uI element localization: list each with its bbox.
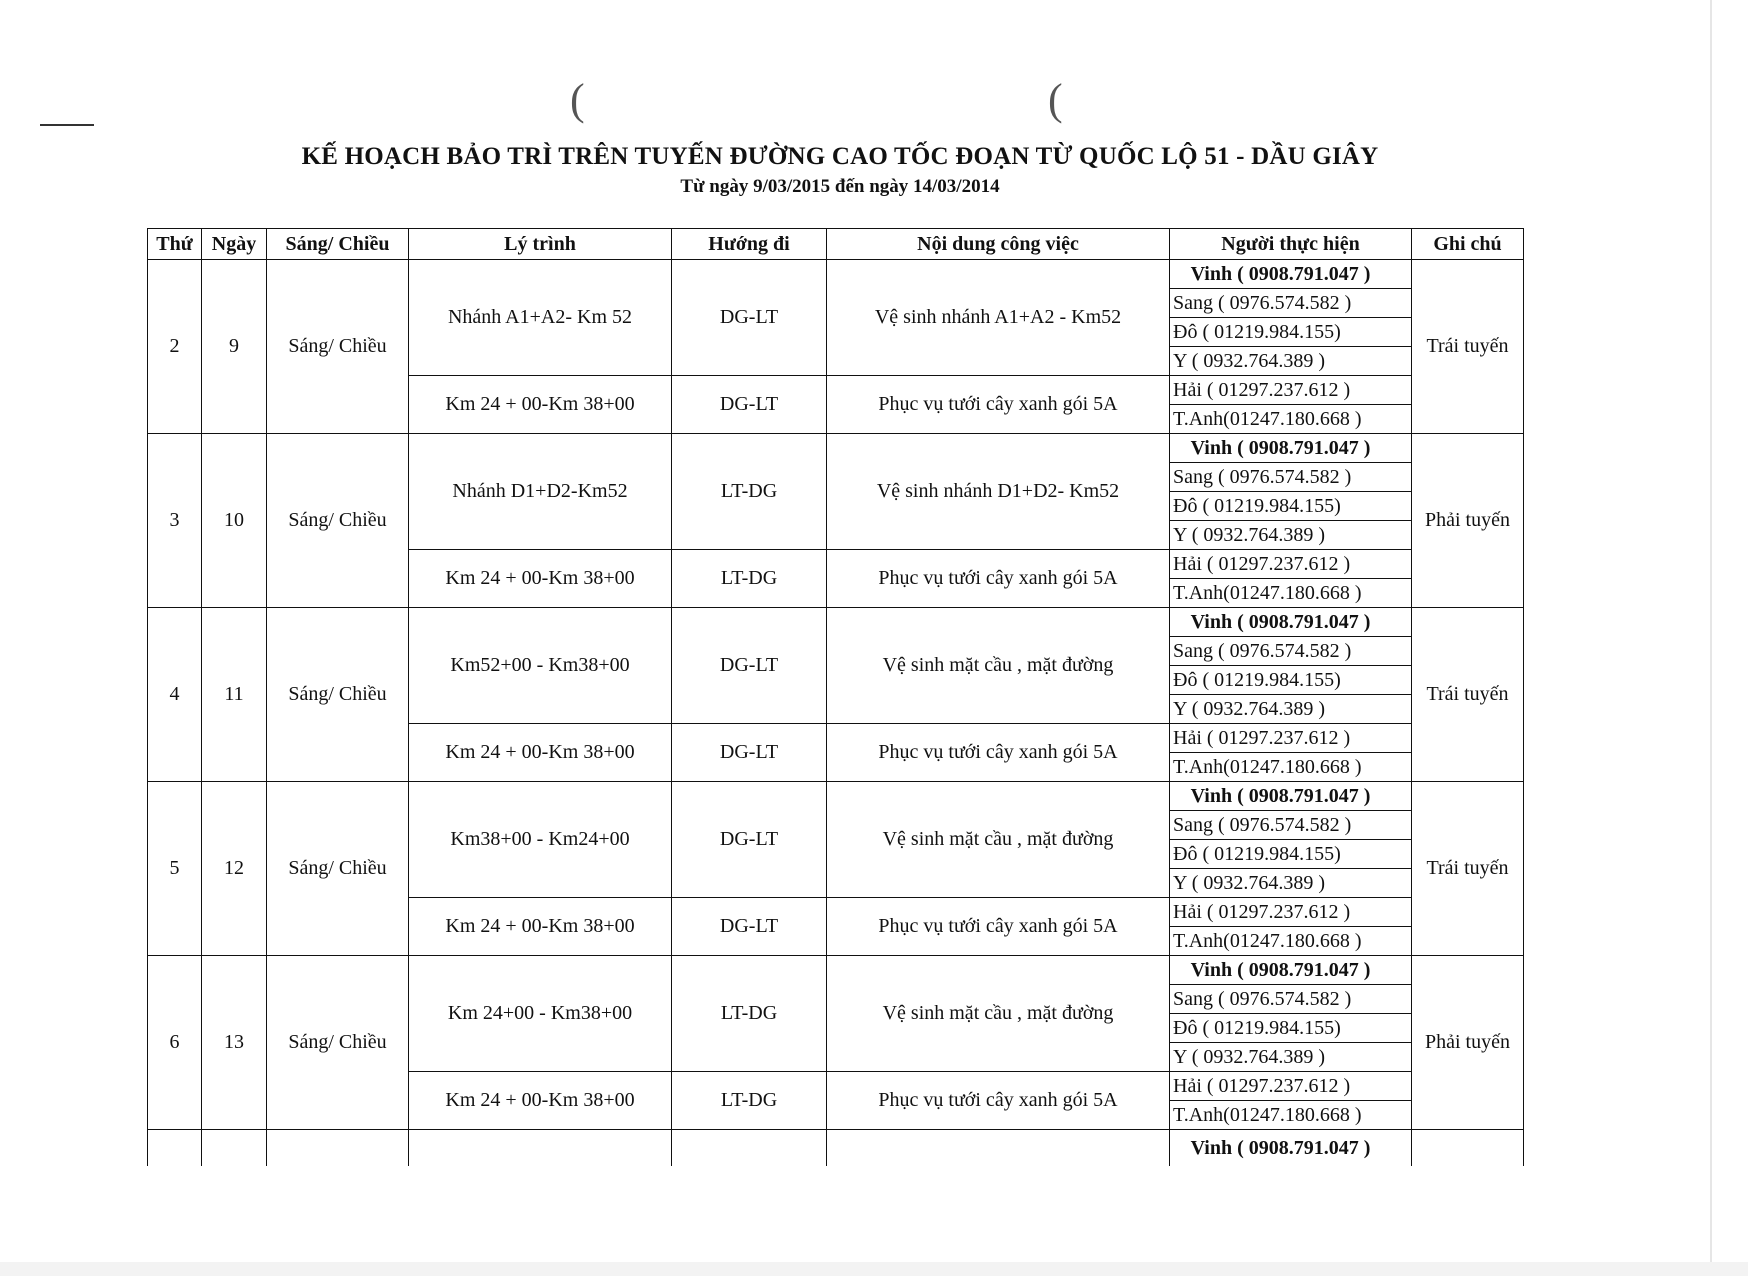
- staff-cell: Hải ( 01297.237.612 ): [1170, 550, 1412, 579]
- note-cell: Trái tuyến: [1412, 608, 1524, 782]
- staff-lead-cell: Vinh ( 0908.791.047 ): [1170, 1130, 1412, 1167]
- staff-cell: Sang ( 0976.574.582 ): [1170, 289, 1412, 318]
- staff-cell: Sang ( 0976.574.582 ): [1170, 463, 1412, 492]
- note-cell: Trái tuyến: [1412, 260, 1524, 434]
- header-direction: Hướng đi: [672, 229, 827, 260]
- note-cell: Trái tuyến: [1412, 782, 1524, 956]
- staff-cell: T.Anh(01247.180.668 ): [1170, 405, 1412, 434]
- staff-lead-cell: Vinh ( 0908.791.047 ): [1170, 260, 1412, 289]
- direction-cell: LT-DG: [672, 956, 827, 1072]
- route-cell: Km 24 + 00-Km 38+00: [409, 376, 672, 434]
- task-cell: Phục vụ tưới cây xanh gói 5A: [827, 376, 1170, 434]
- table-row: [148, 260, 1524, 289]
- table-row-partial: [148, 1130, 1524, 1167]
- task-cell: Vệ sinh mặt cầu , mặt đường: [827, 608, 1170, 724]
- day-cell: [202, 1130, 267, 1167]
- header-day: Ngày: [202, 229, 267, 260]
- staff-cell: Đô ( 01219.984.155): [1170, 666, 1412, 695]
- header-shift: Sáng/ Chiều: [267, 229, 409, 260]
- header-route: Lý trình: [409, 229, 672, 260]
- shift-cell: Sáng/ Chiều: [267, 608, 409, 782]
- task-cell: Phục vụ tưới cây xanh gói 5A: [827, 724, 1170, 782]
- note-cell: Phải tuyến: [1412, 956, 1524, 1130]
- staff-lead-cell: Vinh ( 0908.791.047 ): [1170, 608, 1412, 637]
- document-subtitle: Từ ngày 9/03/2015 đến ngày 14/03/2014: [680, 176, 1000, 197]
- staff-cell: Hải ( 01297.237.612 ): [1170, 724, 1412, 753]
- shift-cell: Sáng/ Chiều: [267, 782, 409, 956]
- day-cell: 12: [202, 782, 267, 956]
- weekday-cell: [148, 1130, 202, 1167]
- task-cell: Vệ sinh mặt cầu , mặt đường: [827, 956, 1170, 1072]
- route-cell: Nhánh A1+A2- Km 52: [409, 260, 672, 376]
- margin-dash-mark: [40, 124, 94, 126]
- shift-cell: Sáng/ Chiều: [267, 956, 409, 1130]
- table-row: [148, 434, 1524, 463]
- weekday-cell: 2: [148, 260, 202, 434]
- direction-cell: DG-LT: [672, 782, 827, 898]
- direction-cell: [672, 1130, 827, 1167]
- route-cell: Km 24 + 00-Km 38+00: [409, 898, 672, 956]
- route-cell: Km 24 + 00-Km 38+00: [409, 550, 672, 608]
- weekday-cell: 6: [148, 956, 202, 1130]
- route-cell: [409, 1130, 672, 1167]
- weekday-cell: 3: [148, 434, 202, 608]
- staff-cell: Đô ( 01219.984.155): [1170, 840, 1412, 869]
- task-cell: Vệ sinh mặt cầu , mặt đường: [827, 782, 1170, 898]
- maintenance-plan-table: [147, 228, 1524, 1166]
- scan-bottom-edge: [0, 1262, 1748, 1276]
- staff-cell: Y ( 0932.764.389 ): [1170, 521, 1412, 550]
- direction-cell: LT-DG: [672, 550, 827, 608]
- staff-cell: Đô ( 01219.984.155): [1170, 492, 1412, 521]
- header-task: Nội dung công việc: [827, 229, 1170, 260]
- header-staff: Người thực hiện: [1170, 229, 1412, 260]
- task-cell: [827, 1130, 1170, 1167]
- staff-cell: Y ( 0932.764.389 ): [1170, 869, 1412, 898]
- binding-hole-mark-left: (: [570, 75, 585, 124]
- staff-cell: Hải ( 01297.237.612 ): [1170, 376, 1412, 405]
- staff-lead-cell: Vinh ( 0908.791.047 ): [1170, 956, 1412, 985]
- page-edge: [1710, 0, 1712, 1276]
- note-cell: Phải tuyến: [1412, 434, 1524, 608]
- day-cell: 10: [202, 434, 267, 608]
- staff-lead-cell: Vinh ( 0908.791.047 ): [1170, 434, 1412, 463]
- route-cell: Km52+00 - Km38+00: [409, 608, 672, 724]
- shift-cell: Sáng/ Chiều: [267, 260, 409, 434]
- shift-cell: Sáng/ Chiều: [267, 434, 409, 608]
- direction-cell: DG-LT: [672, 260, 827, 376]
- weekday-cell: 5: [148, 782, 202, 956]
- staff-cell: Đô ( 01219.984.155): [1170, 1014, 1412, 1043]
- task-cell: Phục vụ tưới cây xanh gói 5A: [827, 1072, 1170, 1130]
- task-cell: Vệ sinh nhánh A1+A2 - Km52: [827, 260, 1170, 376]
- staff-cell: Sang ( 0976.574.582 ): [1170, 985, 1412, 1014]
- task-cell: Phục vụ tưới cây xanh gói 5A: [827, 898, 1170, 956]
- staff-cell: T.Anh(01247.180.668 ): [1170, 753, 1412, 782]
- task-cell: Vệ sinh nhánh D1+D2- Km52: [827, 434, 1170, 550]
- route-cell: Km 24 + 00-Km 38+00: [409, 724, 672, 782]
- staff-cell: Sang ( 0976.574.582 ): [1170, 637, 1412, 666]
- table-row: [148, 956, 1524, 985]
- staff-cell: Y ( 0932.764.389 ): [1170, 347, 1412, 376]
- document-title: KẾ HOẠCH BẢO TRÌ TRÊN TUYẾN ĐƯỜNG CAO TỐC ĐOẠN TỪ QUỐC LỘ 51 - DẦU GIÂY: [301, 143, 1379, 170]
- staff-cell: T.Anh(01247.180.668 ): [1170, 927, 1412, 956]
- day-cell: 13: [202, 956, 267, 1130]
- header-weekday: Thứ: [148, 229, 202, 260]
- direction-cell: LT-DG: [672, 1072, 827, 1130]
- direction-cell: DG-LT: [672, 724, 827, 782]
- staff-cell: Đô ( 01219.984.155): [1170, 318, 1412, 347]
- header-note: Ghi chú: [1412, 229, 1524, 260]
- binding-hole-mark-right: (: [1048, 75, 1063, 124]
- shift-cell: [267, 1130, 409, 1167]
- staff-lead-cell: Vinh ( 0908.791.047 ): [1170, 782, 1412, 811]
- route-cell: Km 24 + 00-Km 38+00: [409, 1072, 672, 1130]
- direction-cell: DG-LT: [672, 608, 827, 724]
- direction-cell: LT-DG: [672, 434, 827, 550]
- route-cell: Km 24+00 - Km38+00: [409, 956, 672, 1072]
- table-row: [148, 782, 1524, 811]
- route-cell: Nhánh D1+D2-Km52: [409, 434, 672, 550]
- staff-cell: Y ( 0932.764.389 ): [1170, 695, 1412, 724]
- direction-cell: DG-LT: [672, 376, 827, 434]
- staff-cell: T.Anh(01247.180.668 ): [1170, 579, 1412, 608]
- route-cell: Km38+00 - Km24+00: [409, 782, 672, 898]
- table-header-row: [148, 229, 1524, 260]
- day-cell: 9: [202, 260, 267, 434]
- task-cell: Phục vụ tưới cây xanh gói 5A: [827, 550, 1170, 608]
- staff-cell: Sang ( 0976.574.582 ): [1170, 811, 1412, 840]
- weekday-cell: 4: [148, 608, 202, 782]
- staff-cell: Hải ( 01297.237.612 ): [1170, 1072, 1412, 1101]
- day-cell: 11: [202, 608, 267, 782]
- staff-cell: Hải ( 01297.237.612 ): [1170, 898, 1412, 927]
- direction-cell: DG-LT: [672, 898, 827, 956]
- table-row: [148, 608, 1524, 637]
- staff-cell: T.Anh(01247.180.668 ): [1170, 1101, 1412, 1130]
- staff-cell: Y ( 0932.764.389 ): [1170, 1043, 1412, 1072]
- note-cell: [1412, 1130, 1524, 1167]
